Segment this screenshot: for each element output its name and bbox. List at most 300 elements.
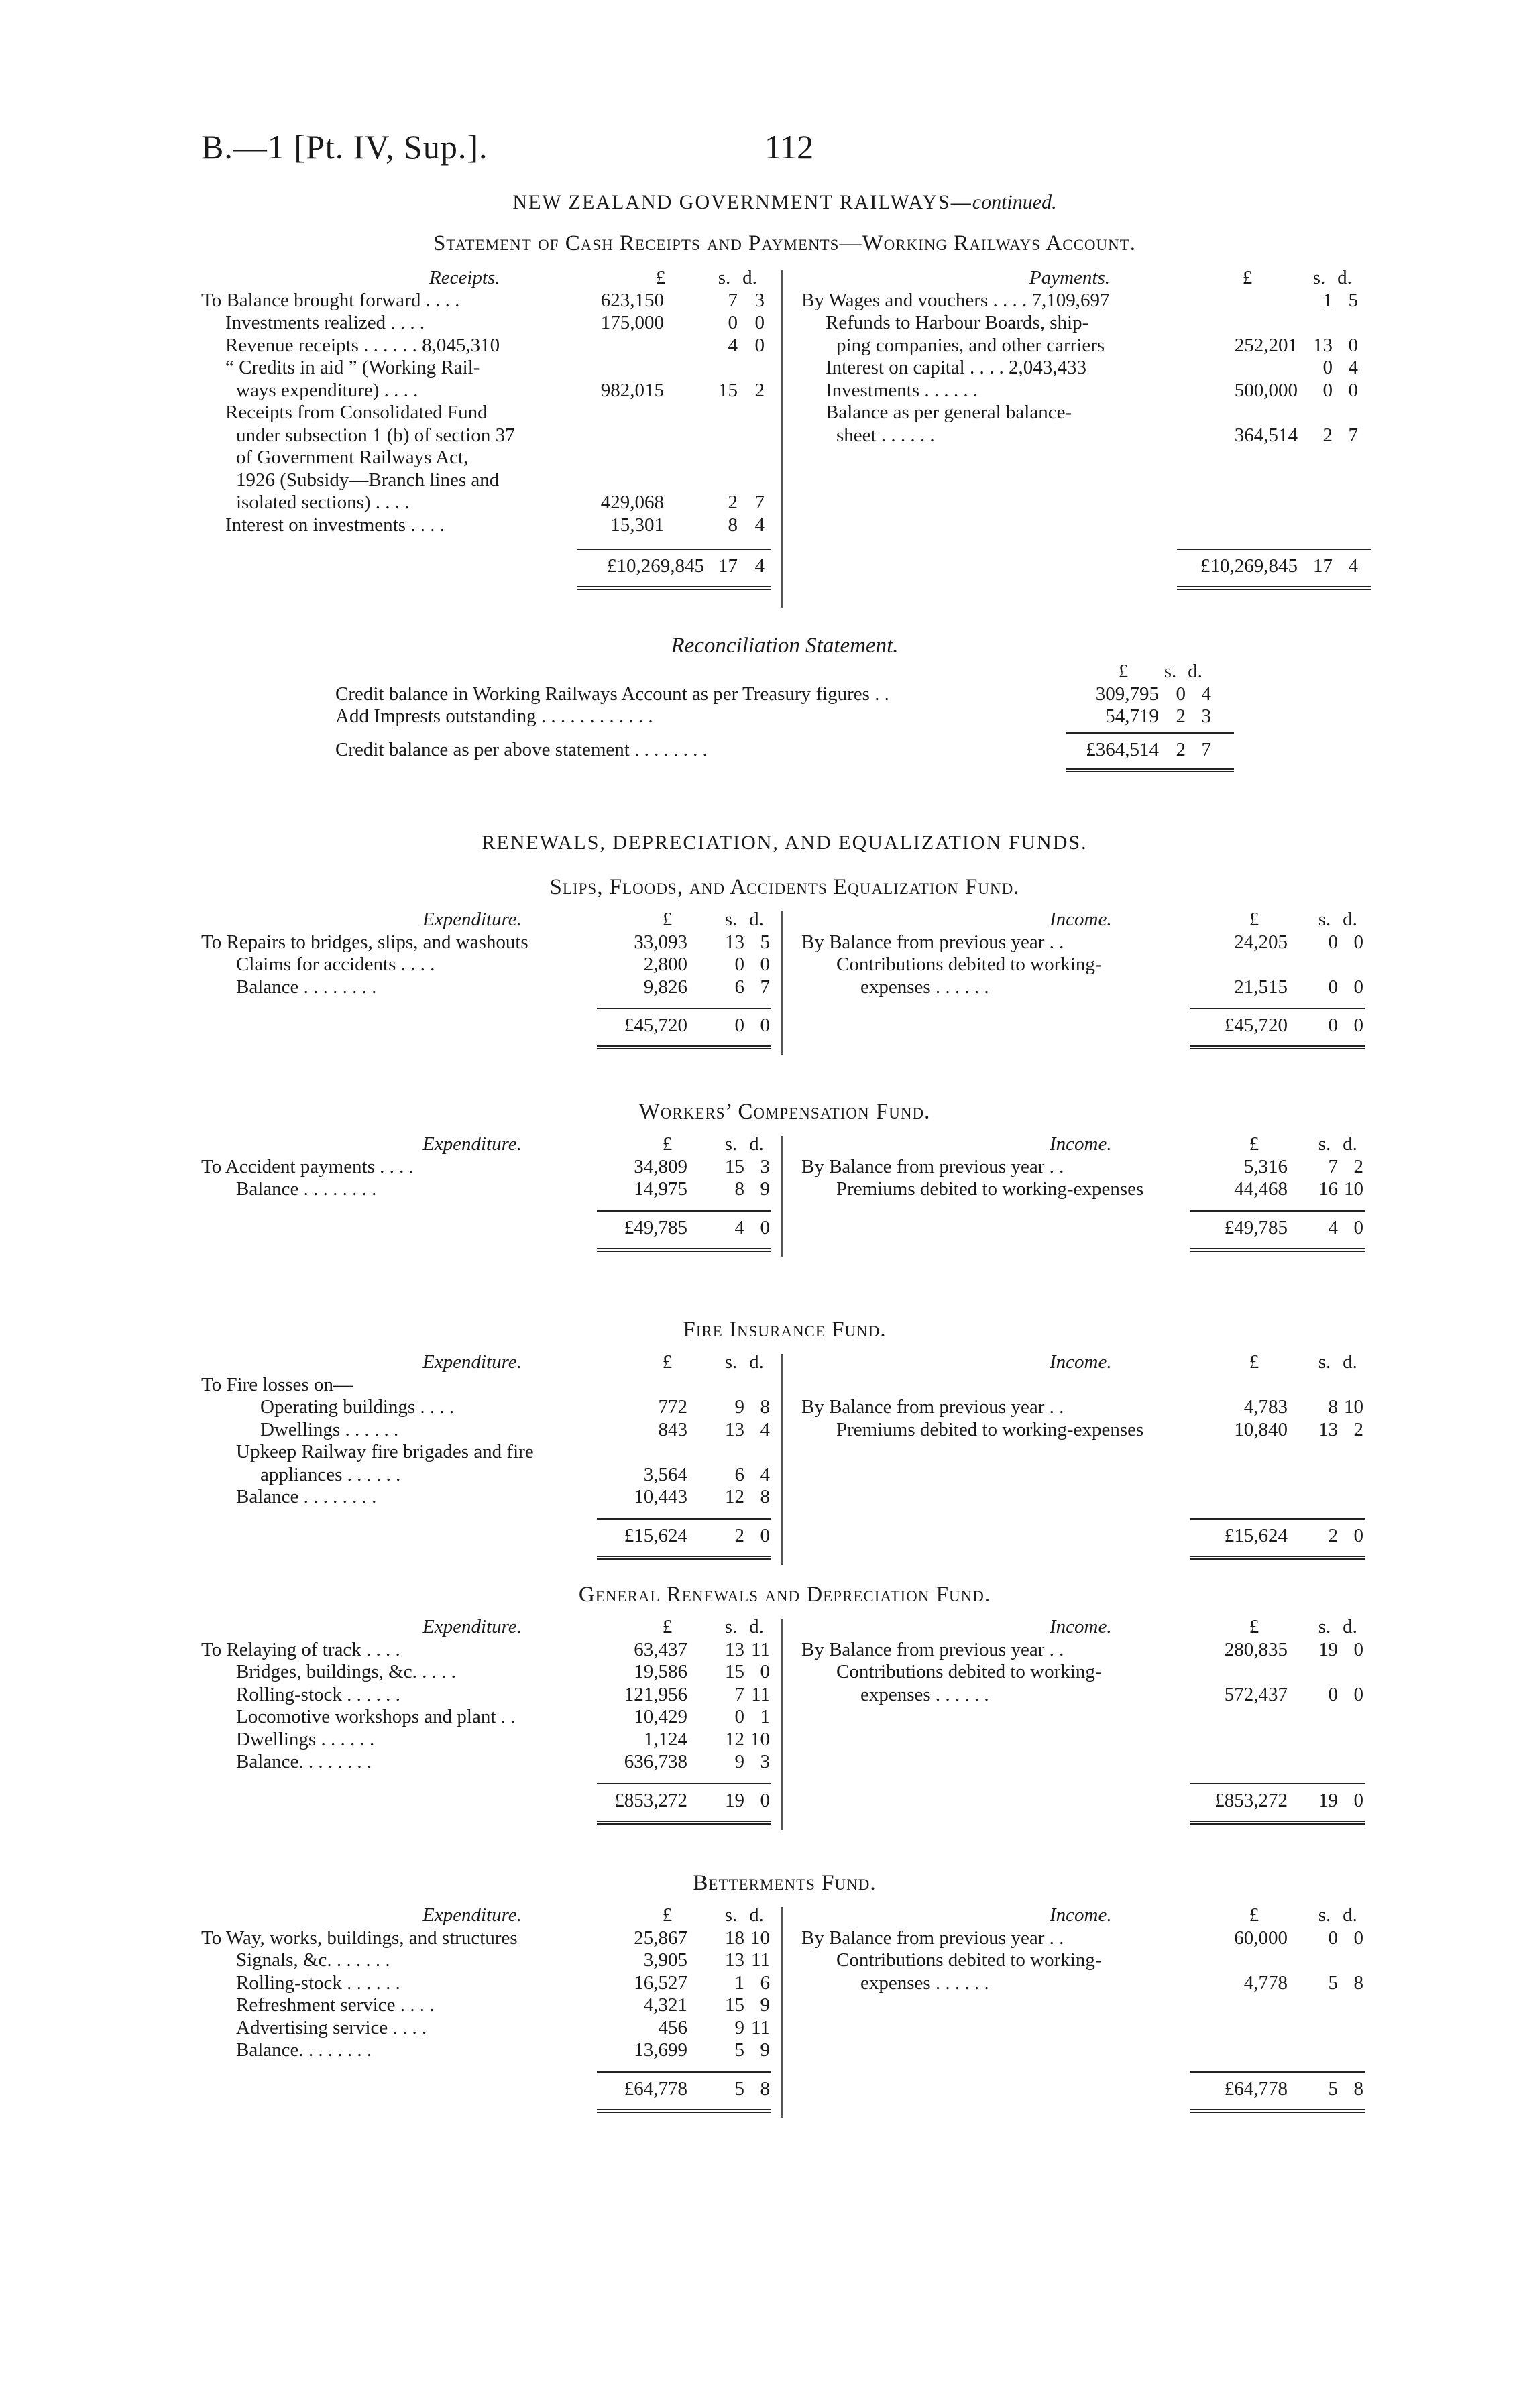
- table-row: [201, 2039, 771, 2062]
- table-row: [801, 1639, 1371, 1662]
- amount-pounds: 572,437: [1224, 1683, 1288, 1705]
- amount-pence: 10: [750, 1728, 770, 1750]
- amount-pounds: 2,800: [643, 954, 687, 975]
- payments-total-row: [801, 555, 1371, 578]
- amount-pence: 6: [760, 1971, 770, 1994]
- expenditure-total-row: [201, 1525, 771, 1548]
- page-header: [201, 127, 1408, 181]
- amount-shillings: 0: [1328, 1927, 1338, 1949]
- table-row: [201, 1156, 771, 1179]
- amount-pence: 0: [760, 954, 770, 975]
- col-shillings: s.: [718, 267, 731, 288]
- department-name: NEW ZEALAND GOVERNMENT RAILWAYS—: [512, 191, 972, 213]
- expenditure-column: [201, 1904, 771, 2100]
- income-column: [801, 1904, 1371, 2100]
- renewals-heading: RENEWALS, DEPRECIATION, AND EQUALIZATION FUNDS.: [482, 832, 1088, 854]
- table-row: [201, 447, 771, 469]
- table-row: [801, 357, 1371, 380]
- table-row: [801, 976, 1371, 999]
- row-label: To Relaying of track . . . .: [201, 1638, 400, 1660]
- subtotal-rule: [1190, 2071, 1365, 2073]
- amount-pounds: 4,783: [1243, 1396, 1288, 1418]
- total-double-rule: [597, 2109, 771, 2113]
- amount-pounds: 636,738: [624, 1751, 687, 1772]
- column-divider: [781, 1619, 783, 1830]
- total-shillings: 5: [734, 2077, 744, 2100]
- total-shillings: 0: [1328, 1015, 1338, 1036]
- income-header: [801, 1904, 1371, 1927]
- expenditure-column: [201, 1133, 771, 1239]
- row-label: Signals, &c. . . . . . .: [236, 1949, 390, 1971]
- income-heading: Income.: [1050, 1133, 1112, 1155]
- amount-pounds: 456: [658, 2016, 687, 2039]
- amount-shillings: 9: [734, 2016, 744, 2039]
- total-shillings: 17: [1313, 555, 1333, 577]
- amount-shillings: 0: [1328, 1683, 1338, 1705]
- amount-shillings: 0: [734, 1706, 744, 1727]
- amount-shillings: 19: [1318, 1638, 1338, 1660]
- amount-pence: 3: [760, 1751, 770, 1772]
- amount-pence: 8: [760, 1486, 770, 1507]
- total-pence: 0: [1353, 1216, 1363, 1239]
- table-row: [201, 1706, 771, 1729]
- column-divider: [781, 1907, 783, 2118]
- row-label: of Government Railways Act,: [236, 447, 469, 468]
- row-label: To Balance brought forward . . . .: [201, 289, 460, 311]
- subtotal-rule: [577, 549, 771, 550]
- col-pounds: £: [662, 1351, 673, 1373]
- total-pounds: £10,269,845: [1200, 555, 1298, 577]
- amount-shillings: 13: [725, 1949, 744, 1971]
- row-label: Interest on investments . . . .: [225, 514, 445, 536]
- table-row: [201, 380, 771, 402]
- total-double-rule: [1177, 586, 1371, 590]
- amount-shillings: 1: [734, 1971, 744, 1994]
- amount-shillings: 2: [1322, 424, 1333, 446]
- table-row: [801, 1178, 1371, 1201]
- amount-pounds: 121,956: [624, 1683, 687, 1705]
- amount-shillings: 9: [734, 1751, 744, 1772]
- amount-pence: 0: [1353, 1927, 1363, 1949]
- col-shillings: s.: [724, 1133, 738, 1155]
- amount-shillings: 13: [725, 931, 744, 953]
- income-total-row: [801, 1217, 1371, 1240]
- fund-title: Workers’ Compensation Fund.: [638, 1100, 931, 1124]
- row-label: Investments . . . . . .: [826, 379, 978, 401]
- total-pounds: £853,272: [1215, 1789, 1288, 1811]
- amount-pounds: 252,201: [1234, 334, 1298, 356]
- row-label: Add Imprests outstanding . . . . . . . . . . . .: [335, 705, 653, 727]
- total-pounds: £64,778: [1224, 2077, 1288, 2100]
- total-pence: 0: [760, 1015, 770, 1036]
- amount-pence: 11: [751, 2016, 770, 2039]
- table-row: [201, 492, 771, 514]
- amount-pounds: 5,316: [1243, 1155, 1288, 1178]
- amount-shillings: 5: [734, 2039, 744, 2061]
- amount-pence: 4: [754, 514, 765, 536]
- table-row: [801, 931, 1371, 954]
- amount-pence: 1: [760, 1706, 770, 1727]
- amount-pence: 2: [754, 379, 765, 401]
- amount-shillings: 0: [1322, 357, 1333, 378]
- total-double-rule: [597, 1045, 771, 1049]
- department-title: [201, 191, 1368, 214]
- row-label: expenses . . . . . .: [860, 976, 989, 998]
- row-label: Rolling-stock . . . . . .: [236, 1971, 400, 1994]
- amount-shillings: 8: [1328, 1396, 1338, 1418]
- amount-pounds: 24,205: [1234, 931, 1288, 953]
- amount-shillings: 18: [725, 1927, 744, 1949]
- row-label: Balance as per general balance-: [826, 402, 1072, 423]
- row-label: To Repairs to bridges, slips, and washouts: [201, 931, 528, 953]
- row-label: Contributions debited to working-: [836, 1949, 1102, 1971]
- total-pounds: £10,269,845: [607, 555, 704, 577]
- total-double-rule: [1190, 1248, 1365, 1252]
- table-row: [201, 1949, 771, 1972]
- amount-shillings: 15: [725, 1155, 744, 1178]
- amount-pence: 10: [1344, 1178, 1363, 1200]
- col-pence: d.: [1188, 661, 1202, 682]
- table-row: [801, 424, 1371, 447]
- cash-statement-title: Statement of Cash Receipts and Payments—Working Railways Account.: [433, 231, 1137, 255]
- amount-pounds: 500,000: [1234, 379, 1298, 401]
- amount-pence: 9: [760, 1994, 770, 2016]
- total-double-rule: [597, 1556, 771, 1560]
- amount-pence: 5: [1348, 289, 1358, 311]
- total-pounds: £49,785: [1224, 1216, 1288, 1239]
- row-label: Contributions debited to working-: [836, 1661, 1102, 1682]
- fund-title: General Renewals and Depreciation Fund.: [578, 1583, 991, 1607]
- amount-pence: 2: [1353, 1155, 1363, 1178]
- total-pence: 8: [1353, 2077, 1363, 2100]
- total-pence: 0: [760, 1524, 770, 1546]
- total-pounds: £15,624: [624, 1524, 687, 1546]
- table-row: [201, 469, 771, 492]
- total-double-rule: [1190, 1045, 1365, 1049]
- row-label: Credit balance in Working Railways Account as per Treasury figures . .: [335, 683, 889, 705]
- row-label: Dwellings . . . . . .: [260, 1418, 399, 1440]
- row-label: Investments realized . . . .: [225, 312, 425, 333]
- amount-pence: 7: [760, 976, 770, 998]
- expenditure-heading: Expenditure.: [422, 909, 522, 930]
- total-shillings: 2: [1328, 1524, 1338, 1546]
- total-pounds: £45,720: [624, 1015, 687, 1036]
- col-pounds: £: [1249, 1616, 1259, 1638]
- income-heading: Income.: [1050, 1904, 1112, 1926]
- table-row: [801, 954, 1371, 976]
- expenditure-heading: Expenditure.: [422, 1904, 522, 1926]
- final-pounds: £364,514: [1086, 739, 1159, 760]
- amount-shillings: 0: [1328, 976, 1338, 998]
- total-double-rule: [1190, 1556, 1365, 1560]
- amount-pence: 0: [1353, 976, 1363, 998]
- row-label: By Balance from previous year . .: [801, 1155, 1064, 1178]
- table-row: [201, 357, 771, 380]
- total-double-rule: [597, 1248, 771, 1252]
- amount-pence: 7: [754, 492, 765, 513]
- row-label: By Wages and vouchers . . . . 7,109,697: [801, 289, 1110, 311]
- table-row: [201, 1729, 771, 1752]
- row-label: To Way, works, buildings, and structures: [201, 1927, 518, 1949]
- expenditure-total-row: [201, 1015, 771, 1037]
- total-shillings: 0: [734, 1015, 744, 1036]
- row-label: expenses . . . . . .: [860, 1683, 989, 1705]
- amount-pence: 4: [1201, 683, 1211, 705]
- table-row: [335, 705, 1241, 728]
- col-shillings: s.: [1164, 661, 1177, 682]
- income-heading: Income.: [1050, 1351, 1112, 1373]
- row-label: Revenue receipts . . . . . . 8,045,310: [225, 334, 500, 356]
- amount-pounds: 16,527: [634, 1971, 687, 1994]
- col-pence: d.: [1337, 267, 1352, 288]
- amount-shillings: 13: [1318, 1418, 1338, 1440]
- col-shillings: s.: [724, 1351, 738, 1373]
- amount-pounds: 3,905: [643, 1949, 687, 1971]
- table-row: [201, 1464, 771, 1487]
- amount-pence: 8: [760, 1396, 770, 1418]
- amount-pence: 3: [760, 1155, 770, 1178]
- amount-pounds: 44,468: [1234, 1178, 1288, 1200]
- col-pounds: £: [1249, 909, 1259, 930]
- table-row: [201, 931, 771, 954]
- col-pence: d.: [749, 1616, 764, 1638]
- amount-pence: 0: [1348, 379, 1358, 401]
- expenditure-column: [201, 1616, 771, 1811]
- row-label: Rolling-stock . . . . . .: [236, 1683, 400, 1705]
- table-row: [201, 1396, 771, 1419]
- table-row: [201, 1927, 771, 1950]
- amount-pounds: 9,826: [643, 976, 687, 998]
- amount-pounds: 19,586: [634, 1661, 687, 1682]
- column-divider: [781, 1136, 783, 1257]
- total-shillings: 5: [1328, 2077, 1338, 2100]
- expenditure-header: [201, 1904, 771, 1927]
- amount-pounds: 33,093: [634, 931, 687, 953]
- amount-pounds: 1,124: [643, 1728, 687, 1750]
- row-label: By Balance from previous year . .: [801, 931, 1064, 953]
- col-pounds: £: [662, 1133, 673, 1155]
- income-header: [801, 1351, 1371, 1374]
- final-shillings: 2: [1176, 739, 1186, 760]
- row-label: Balance . . . . . . . .: [236, 976, 377, 998]
- income-total-row: [801, 1525, 1371, 1548]
- total-shillings: 4: [1328, 1216, 1338, 1239]
- amount-pounds: 309,795: [1095, 683, 1159, 705]
- expenditure-total-row: [201, 1217, 771, 1240]
- amount-pence: 8: [1353, 1971, 1363, 1994]
- subtotal-rule: [597, 1008, 771, 1009]
- amount-pence: 10: [750, 1927, 770, 1949]
- amount-shillings: 8: [728, 514, 738, 536]
- amount-shillings: 15: [718, 379, 738, 401]
- col-pence: d.: [1343, 1616, 1357, 1638]
- amount-pounds: 4,778: [1243, 1971, 1288, 1994]
- col-shillings: s.: [1318, 909, 1331, 930]
- table-row: [201, 312, 771, 335]
- total-pence: 0: [1353, 1015, 1363, 1036]
- row-label: To Fire losses on—: [201, 1373, 353, 1395]
- col-shillings: s.: [1318, 1616, 1331, 1638]
- row-label: expenses . . . . . .: [860, 1971, 989, 1994]
- table-row: [201, 1374, 771, 1397]
- subtotal-rule: [597, 1210, 771, 1212]
- reconciliation-title: Reconciliation Statement.: [671, 634, 899, 658]
- amount-shillings: 2: [728, 492, 738, 513]
- row-label: sheet . . . . . .: [836, 424, 935, 446]
- expenditure-header: [201, 1133, 771, 1156]
- col-shillings: s.: [724, 909, 738, 930]
- total-pence: 0: [1353, 1524, 1363, 1546]
- table-row: [801, 1927, 1371, 1950]
- amount-pence: 5: [760, 931, 770, 953]
- income-column: [801, 1133, 1371, 1239]
- amount-pence: 0: [1353, 1683, 1363, 1705]
- col-pence: d.: [1343, 1351, 1357, 1373]
- amount-pounds: 10,429: [634, 1706, 687, 1727]
- amount-pence: 4: [760, 1418, 770, 1440]
- expenditure-column: [201, 909, 771, 1036]
- row-label: Claims for accidents . . . .: [236, 954, 435, 975]
- row-label: Bridges, buildings, &c. . . . .: [236, 1661, 456, 1682]
- col-pounds: £: [662, 1904, 673, 1926]
- amount-pounds: 21,515: [1234, 976, 1288, 998]
- row-label: Premiums debited to working-expenses: [836, 1418, 1144, 1440]
- row-label: Receipts from Consolidated Fund: [225, 402, 488, 423]
- subtotal-rule: [597, 2071, 771, 2073]
- income-header: [801, 1133, 1371, 1156]
- amount-shillings: 6: [734, 976, 744, 998]
- table-row: [201, 514, 771, 537]
- receipts-header: [201, 267, 771, 290]
- amount-shillings: 13: [1313, 334, 1333, 356]
- amount-shillings: 0: [1322, 379, 1333, 401]
- amount-pounds: 280,835: [1224, 1638, 1288, 1660]
- table-row: [201, 402, 771, 424]
- row-label: Premiums debited to working-expenses: [836, 1178, 1144, 1200]
- row-label: Refunds to Harbour Boards, ship-: [826, 312, 1089, 333]
- subtotal-rule: [1190, 1518, 1365, 1520]
- row-label: ways expenditure) . . . .: [236, 379, 418, 401]
- amount-pence: 0: [754, 312, 765, 333]
- amount-pence: 4: [1348, 357, 1358, 378]
- amount-shillings: 0: [1176, 683, 1186, 705]
- fund-title: Betterments Fund.: [693, 1871, 877, 1895]
- income-total-row: [801, 1015, 1371, 1037]
- amount-shillings: 16: [1318, 1178, 1338, 1200]
- row-label: Interest on capital . . . . 2,043,433: [826, 357, 1086, 378]
- col-pounds: £: [1242, 267, 1253, 288]
- income-heading: Income.: [1050, 909, 1112, 930]
- col-pounds: £: [662, 909, 673, 930]
- row-label: “ Credits in aid ” (Working Rail-: [225, 357, 480, 378]
- total-pence: 0: [1353, 1789, 1363, 1811]
- subtotal-rule: [1177, 549, 1371, 550]
- row-label: Balance . . . . . . . .: [236, 1178, 377, 1200]
- table-row: [801, 380, 1371, 402]
- col-pounds: £: [1249, 1351, 1259, 1373]
- amount-pounds: 14,975: [634, 1178, 687, 1200]
- total-shillings: 4: [734, 1216, 744, 1239]
- total-double-rule: [577, 586, 771, 590]
- expenditure-heading: Expenditure.: [422, 1616, 522, 1638]
- row-label: Upkeep Railway fire brigades and fire: [236, 1441, 534, 1463]
- receipts-column: [201, 267, 771, 577]
- amount-shillings: 5: [1328, 1971, 1338, 1994]
- amount-shillings: 13: [725, 1638, 744, 1660]
- fund-title: Fire Insurance Fund.: [683, 1318, 887, 1342]
- amount-shillings: 0: [734, 954, 744, 975]
- row-label: Balance. . . . . . . .: [236, 2039, 372, 2061]
- expenditure-column: [201, 1351, 771, 1546]
- amount-pounds: 429,068: [600, 492, 664, 513]
- row-label: Dwellings . . . . . .: [236, 1728, 375, 1750]
- row-label: By Balance from previous year . .: [801, 1927, 1064, 1949]
- table-row: [801, 1419, 1371, 1442]
- table-row: [201, 1994, 771, 2017]
- amount-pounds: 13,699: [634, 2039, 687, 2061]
- amount-pence: 9: [760, 1178, 770, 1200]
- amount-pence: 0: [1353, 1638, 1363, 1660]
- subtotal-rule: [1190, 1210, 1365, 1212]
- column-divider: [781, 1354, 783, 1565]
- col-shillings: s.: [1318, 1133, 1331, 1155]
- payments-column: [801, 267, 1371, 577]
- col-pounds: £: [1249, 1904, 1259, 1926]
- payments-header: [801, 267, 1371, 290]
- amount-pence: 2: [1353, 1418, 1363, 1440]
- total-pounds: £15,624: [1224, 1524, 1288, 1546]
- reconciliation-final-row: [335, 739, 1241, 762]
- subtotal-rule: [1066, 732, 1234, 734]
- table-row: [201, 1486, 771, 1509]
- document-reference: B.—1 [Pt. IV, Sup.].: [201, 128, 488, 166]
- col-pence: d.: [749, 1904, 764, 1926]
- department-suffix: continued.: [972, 191, 1057, 213]
- col-pounds: £: [1118, 661, 1129, 682]
- table-row: [201, 1751, 771, 1774]
- amount-shillings: 6: [734, 1463, 744, 1485]
- table-row: [201, 1178, 771, 1201]
- column-divider: [781, 911, 783, 1055]
- amount-pounds: 175,000: [600, 312, 664, 333]
- row-label: Refreshment service . . . .: [236, 1994, 435, 2016]
- total-shillings: 19: [725, 1789, 744, 1811]
- income-column: [801, 1351, 1371, 1546]
- amount-pence: 0: [760, 1661, 770, 1682]
- total-pence: 0: [760, 1789, 770, 1811]
- total-pounds: £45,720: [1224, 1015, 1288, 1036]
- row-label: By Balance from previous year . .: [801, 1638, 1064, 1660]
- expenditure-header: [201, 1351, 771, 1374]
- total-double-rule: [597, 1821, 771, 1825]
- col-shillings: s.: [1318, 1351, 1331, 1373]
- receipts-heading: Receipts.: [429, 267, 500, 288]
- amount-pence: 11: [751, 1949, 770, 1971]
- reconciliation-table: [335, 661, 1241, 760]
- col-pence: d.: [749, 1351, 764, 1373]
- expenditure-header: [201, 909, 771, 931]
- amount-shillings: 12: [725, 1728, 744, 1750]
- total-shillings: 19: [1318, 1789, 1338, 1811]
- total-pence: 4: [754, 555, 765, 577]
- table-row: [201, 1419, 771, 1442]
- amount-pence: 0: [1348, 334, 1358, 356]
- amount-pounds: 63,437: [634, 1638, 687, 1660]
- table-row: [201, 954, 771, 976]
- amount-shillings: 7: [728, 289, 738, 311]
- total-shillings: 17: [718, 555, 738, 577]
- amount-pounds: 623,150: [600, 289, 664, 311]
